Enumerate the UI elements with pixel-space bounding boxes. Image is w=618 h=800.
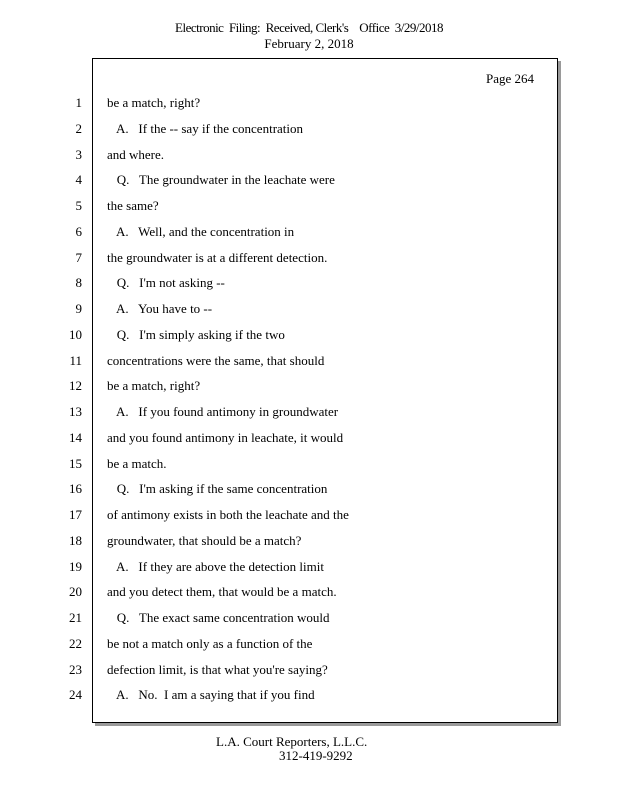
line-number: 6: [75, 224, 82, 239]
line-number: 14: [69, 430, 82, 445]
line-number: 2: [75, 121, 82, 136]
transcript-line-text: and you detect them, that would be a match.: [107, 584, 337, 599]
transcript-line-text: A. If the -- say if the concentration: [107, 121, 304, 136]
transcript-line-text: Q. The groundwater in the leachate were: [107, 172, 335, 187]
line-number: 8: [75, 275, 82, 290]
line-number: 20: [69, 584, 82, 599]
transcript-line-text: Q. The exact same concentration would: [107, 610, 330, 625]
line-number: 21: [69, 610, 82, 625]
electronic-filing-stamp: Electronic Filing: Received, Clerk's Office 3/29/2018: [175, 20, 443, 35]
transcript-line-text: Q. I'm simply asking if the two: [107, 327, 285, 342]
transcript-line-text: and you found antimony in leachate, it would: [107, 430, 344, 445]
transcript-line-text: of antimony exists in both the leachate and the: [107, 507, 349, 522]
line-number: 13: [69, 404, 82, 419]
transcript-line-text: A. If you found antimony in groundwater: [107, 404, 339, 419]
filing-date: February 2, 2018: [264, 36, 354, 51]
line-number: 16: [69, 481, 82, 496]
line-number: 17: [69, 507, 82, 522]
line-number: 3: [75, 147, 82, 162]
transcript-line-text: A. No. I am a saying that if you find: [107, 687, 315, 702]
reporter-phone: 312-419-9292: [279, 748, 353, 763]
page-number: Page 264: [485, 71, 534, 86]
line-number: 12: [69, 378, 82, 393]
line-number: 22: [69, 636, 82, 651]
line-number: 1: [75, 95, 82, 110]
line-number: 23: [69, 662, 82, 677]
transcript-line-text: the same?: [107, 198, 159, 213]
transcript-line-text: A. Well, and the concentration in: [107, 224, 295, 239]
transcript-line-text: A. If they are above the detection limit: [107, 559, 324, 574]
transcript-line-text: A. You have to --: [107, 301, 213, 316]
line-number: 4: [75, 172, 82, 187]
line-number: 5: [75, 198, 82, 213]
transcript-line-text: Q. I'm not asking --: [107, 275, 225, 290]
line-number: 7: [75, 250, 82, 265]
line-number: 24: [69, 687, 82, 702]
transcript-line-text: be a match, right?: [107, 95, 201, 110]
line-number: 19: [69, 559, 82, 574]
transcript-line-text: be not a match only as a function of the: [107, 636, 313, 651]
line-number: 11: [69, 353, 82, 368]
line-number: 18: [69, 533, 82, 548]
transcript-line-text: defection limit, is that what you're saying?: [107, 662, 328, 677]
transcript-line-text: be a match.: [107, 456, 167, 471]
line-number: 10: [69, 327, 82, 342]
transcript-line-text: groundwater, that should be a match?: [107, 533, 302, 548]
line-number: 15: [69, 456, 82, 471]
reporter-company: L.A. Court Reporters, L.L.C.: [216, 734, 368, 749]
transcript-line-text: Q. I'm asking if the same concentration: [107, 481, 328, 496]
transcript-line-text: and where.: [107, 147, 165, 162]
transcript-line-text: concentrations were the same, that should: [107, 353, 325, 368]
line-number: 9: [75, 301, 82, 316]
transcript-line-text: the groundwater is at a different detection.: [107, 250, 328, 265]
transcript-line-text: be a match, right?: [107, 378, 201, 393]
